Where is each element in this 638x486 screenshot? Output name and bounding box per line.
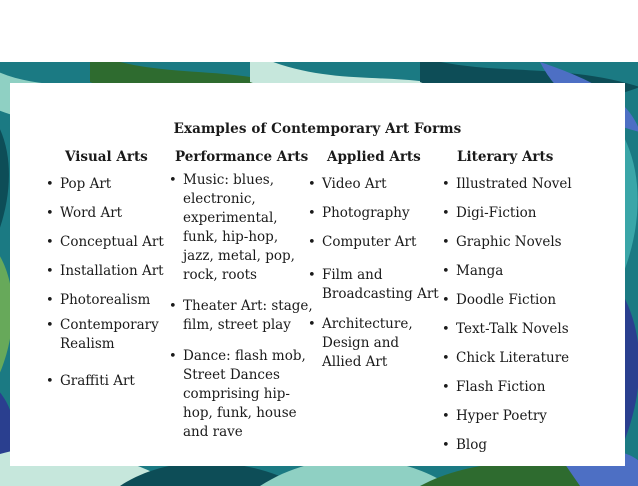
column-heading: Performance Arts — [175, 149, 309, 165]
list-item: • Film and Broadcasting Art — [308, 267, 439, 302]
list-item: • Hyper Poetry — [442, 408, 547, 424]
document-title: Examples of Contemporary Art Forms — [173, 121, 462, 137]
column-visual-arts — [46, 149, 164, 391]
column-literary-arts — [442, 149, 572, 455]
list-item: • Doodle Fiction — [442, 292, 557, 308]
list-item: • Word Art — [46, 205, 123, 221]
item-list — [442, 175, 572, 455]
list-item: • Theater Art: stage, film, street play — [169, 298, 313, 333]
bullet: • — [442, 351, 450, 366]
bullet: • — [46, 264, 54, 279]
bullet: • — [308, 177, 316, 192]
bullet: • — [308, 206, 316, 221]
bullet: • — [308, 235, 316, 250]
list-item: • Photorealism — [46, 292, 151, 308]
bullet: • — [442, 438, 450, 453]
list-item: • Text-Talk Novels — [442, 321, 569, 337]
list-item: • Installation Art — [46, 263, 164, 279]
list-item: • Dance: flash mob, Street Dances comprising hip- hop, funk, house and rave — [169, 348, 306, 440]
list-item: • Photography — [308, 205, 410, 221]
bullet: • — [308, 268, 316, 283]
bullet: • — [442, 235, 450, 250]
list-item: • Blog — [442, 437, 488, 453]
page-top-margin — [0, 0, 638, 62]
bullet: • — [308, 317, 316, 332]
bullet: • — [169, 173, 177, 188]
column-heading: Literary Arts — [457, 149, 554, 165]
list-item: • Flash Fiction — [442, 379, 546, 395]
item-list — [46, 175, 164, 391]
content-card — [10, 83, 625, 466]
bullet: • — [442, 264, 450, 279]
list-item: • Chick Literature — [442, 350, 570, 366]
list-item: • Computer Art — [308, 234, 417, 250]
list-item: • Contemporary Realism — [46, 317, 159, 352]
list-item: • Conceptual Art — [46, 234, 164, 250]
item-list — [308, 175, 439, 372]
bullet: • — [442, 206, 450, 221]
bullet: • — [442, 380, 450, 395]
bullet: • — [442, 322, 450, 337]
list-item: • Illustrated Novel — [442, 176, 572, 192]
list-item: • Pop Art — [46, 176, 112, 192]
list-item: • Video Art — [308, 176, 387, 192]
bullet: • — [442, 409, 450, 424]
column-heading: Applied Arts — [327, 149, 421, 165]
column-applied-arts — [308, 149, 439, 372]
bullet: • — [46, 374, 54, 389]
list-item: • Digi-Fiction — [442, 205, 537, 221]
list-item: • Graffiti Art — [46, 373, 135, 389]
column-heading: Visual Arts — [65, 149, 148, 165]
list-item: • Music: blues, electronic, experimental, funk, hip-hop, jazz, metal, pop, rock, roots — [169, 172, 295, 283]
column-performance-arts — [169, 149, 313, 442]
list-item: • Architecture, Design and Allied Art — [308, 316, 413, 370]
bullet: • — [169, 299, 177, 314]
bullet: • — [442, 177, 450, 192]
bullet: • — [46, 206, 54, 221]
list-item: • Graphic Novels — [442, 234, 562, 250]
bullet: • — [169, 349, 177, 364]
bullet: • — [442, 293, 450, 308]
bullet: • — [46, 177, 54, 192]
item-list — [169, 171, 313, 442]
bullet: • — [46, 235, 54, 250]
bullet: • — [46, 293, 54, 308]
list-item: • Manga — [442, 263, 504, 279]
bullet: • — [46, 318, 54, 333]
